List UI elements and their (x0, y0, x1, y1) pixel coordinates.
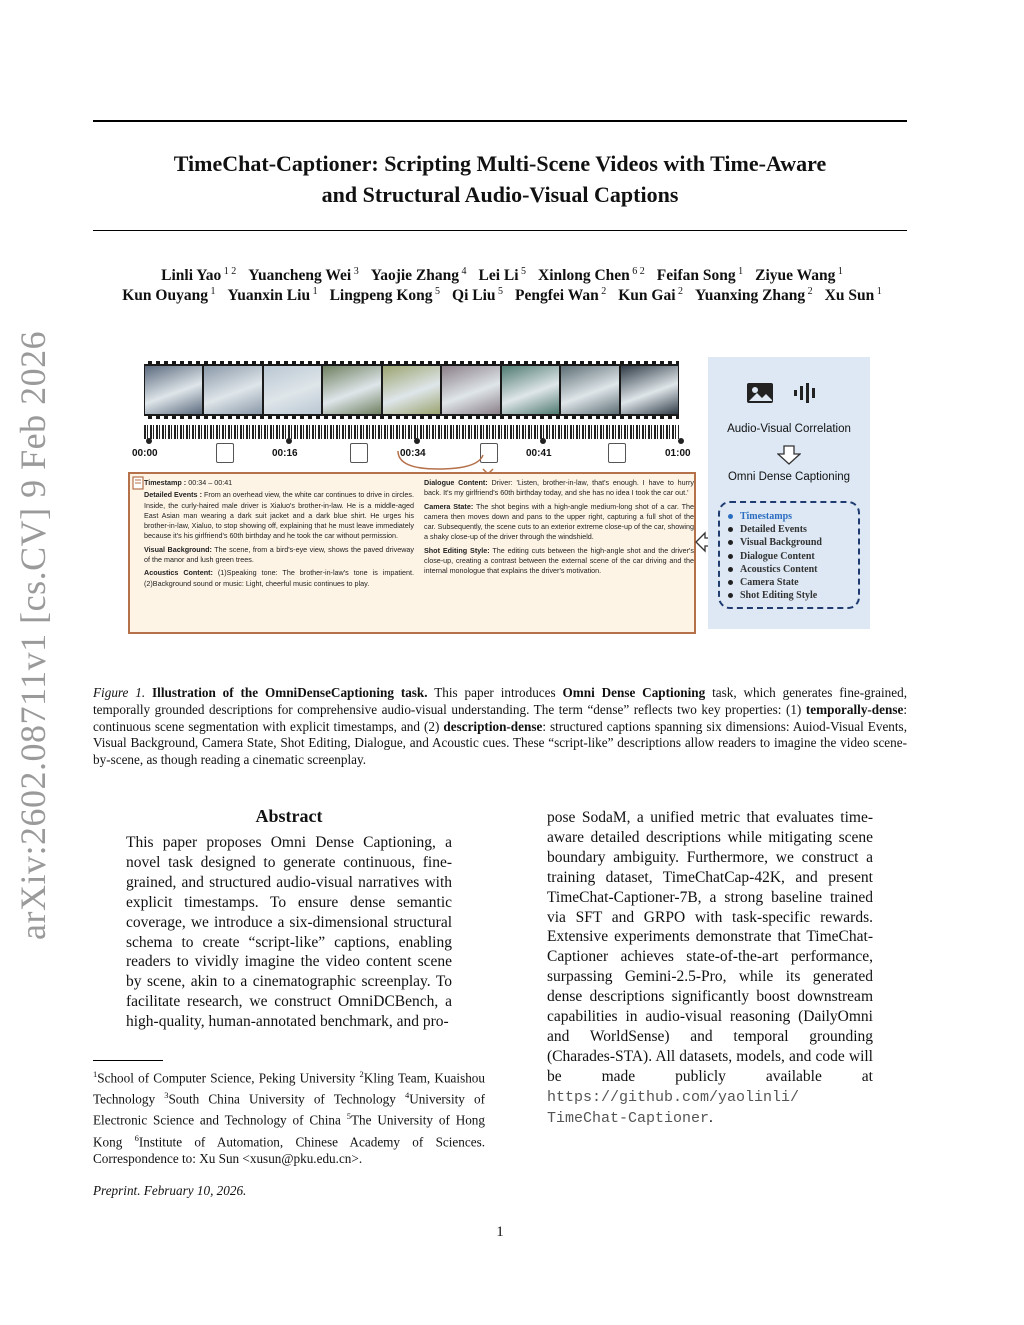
figure-caption (93, 685, 907, 769)
author (657, 267, 743, 284)
author-name: Xinlong Chen (538, 267, 630, 285)
aff-mark-4: 4 (404, 1090, 410, 1101)
author (452, 287, 503, 304)
repo-link[interactable] (547, 1089, 799, 1127)
camera-label: Camera State: (424, 501, 474, 511)
acoustics-label: Acoustics Content: (144, 568, 213, 578)
video-frame (383, 366, 440, 414)
author-name: Xu Sun (824, 287, 875, 305)
dimension-list (718, 501, 860, 609)
dimension-item: Dialogue Content (740, 550, 815, 562)
author (479, 267, 527, 284)
author-name: Yuancheng Wei (248, 267, 352, 285)
dimension-item: Timestamps (740, 511, 793, 522)
editing-text: The editing cuts between the high-angle shot and the driver's close-up, creating a contrast between the external scene of the car driving and the internal monologue that explains the driver's motivation. (424, 545, 695, 576)
timestamp-label: 00:34 (400, 448, 426, 459)
video-frame (204, 366, 261, 414)
author-affiliation: 2 (675, 286, 684, 297)
author-affiliation: 1 (874, 286, 882, 297)
timestamp-label: 00:00 (132, 448, 158, 459)
author-affiliation: 4 (459, 266, 467, 277)
aff-mark-6: 6 (134, 1132, 139, 1143)
authors-row-2 (80, 286, 924, 305)
author (330, 287, 440, 304)
timestamp-label: 00:41 (526, 448, 552, 459)
author-affiliation: 1 2 (221, 266, 237, 277)
editing-label: Shot Editing Style: (424, 545, 490, 555)
author-name: Feifan Song (656, 267, 736, 285)
events-label: Detailed Events : (144, 490, 202, 500)
aff-text-1: School of Computer Science, Peking University (97, 1070, 360, 1086)
camera-text: The shot begins with a high-angle medium-long shot of a car. The camera then moves down and pans to the upper right, capturing a full shot of the car. Subsequently, the scene cuts to an exterior extreme close-up of the car, showing a shaky close-up of the driver through the windshield. (424, 501, 694, 542)
video-frame (561, 366, 618, 414)
author-affiliation: 2 (805, 286, 813, 297)
title-bottom-rule (93, 230, 907, 231)
caption-bold-description: description-dense (443, 718, 543, 734)
video-frame (264, 366, 321, 414)
aff-mark-5: 5 (346, 1111, 351, 1122)
author (695, 287, 813, 304)
caption-text-d: : structured captions spanning six dimensions: Auiod-Visual Events, Visual Background, Camera State, Shot Editing, Dialogue, and Acoustic cues. These “script-like” descriptions allow readers to imagine the video scene-by-scene, as though reading a cinematic screenplay. (93, 718, 907, 768)
video-frame (323, 366, 380, 414)
author-name: Lei Li (478, 267, 519, 285)
editing-field (424, 546, 694, 577)
figure-1 (128, 355, 870, 635)
abstract-left-text: This paper proposes Omni Dense Captioning, a novel task designed to generate continuous, fine-grained, and structured audio-visual narratives with explicit timestamps. To ensure dense semantic coverage, we introduce a six-dimensional structural schema to create “script-like” captions, enabling readers to vividly imagine the video content scene by scene, akin to a cinematographic screenplay. To facilitate research, we construct OmniDCBench, a high-quality, human-annotated benchmark, and pro- (126, 834, 452, 1031)
author-name: Linli Yao (161, 267, 222, 285)
caption-left-column (144, 478, 414, 589)
author (755, 267, 843, 284)
footnote-rule (93, 1060, 163, 1061)
video-frame (502, 366, 559, 414)
author-affiliation: 5 (495, 286, 504, 297)
timestamp-label: Timestamp : (144, 478, 187, 487)
author-affiliation: 5 (518, 266, 527, 277)
dimension-item: Camera State (740, 577, 799, 588)
film-perforation-top (144, 361, 679, 364)
omni-dense-captioning-label: Omni Dense Captioning (727, 471, 851, 483)
timeline-marker (678, 438, 684, 444)
author (161, 267, 236, 284)
aff-text-2: Kling Team, Kuaishou Technology (93, 1070, 485, 1107)
caption-text-c: : continuous scene segmentation with explicit timestamps, and (2) (93, 701, 907, 734)
aff-text-5: The University of Hong Kong (93, 1112, 485, 1149)
author-name: Pengfei Wan (515, 287, 599, 305)
caption-text-a: This paper introduces (427, 685, 563, 700)
repo-link-part-1: https://github.com/yaolinli/ (547, 1088, 800, 1106)
page-number: 1 (496, 1224, 504, 1240)
camera-field (424, 502, 694, 543)
author-name: Ziyue Wang (755, 267, 836, 285)
author-name: Qi Liu (452, 287, 496, 305)
video-frame (145, 366, 202, 414)
task-panel (708, 357, 870, 629)
author-affiliation: 1 (835, 266, 843, 277)
timeline-marker (540, 438, 546, 444)
author-affiliation: 3 (351, 266, 359, 277)
note-icon (216, 443, 234, 463)
author-name: Yaojie Zhang (370, 267, 459, 285)
aff-mark-2: 2 (359, 1069, 364, 1079)
note-icon (608, 443, 626, 463)
author-name: Kun Gai (618, 287, 676, 305)
arxiv-identifier: arXiv:2602.08711v1 [cs.CV] 9 Feb 2026 (13, 330, 53, 940)
background-field (144, 545, 414, 566)
title-line-1: TimeChat-Captioner: Scripting Multi-Scene Videos with Time-Aware (173, 151, 827, 176)
author-affiliation: 6 2 (629, 266, 645, 277)
author-affiliation: 2 (598, 286, 607, 297)
dialogue-field (424, 478, 694, 499)
caption-bold-task: Omni Dense Captioning (562, 685, 706, 700)
author (122, 287, 215, 304)
dimension-item: Detailed Events (740, 524, 807, 536)
film-perforation-bottom (144, 416, 679, 419)
caption-right-column (424, 478, 694, 577)
video-frame (442, 366, 499, 414)
abstract-right-body: pose SodaM, a unified metric that evaluates time-aware detailed descriptions while mitigating scene boundary ambiguity. Furthermore, we construct a training dataset, TimeChatCap-42K, and present TimeChat-Captioner-7B, a strong baseline trained via SFT and GRPO with task-specific rewards. Extensive experiments demonstrate that TimeChat-Captioner achieves state-of-the-art performance, surpassing Gemini-2.5-Pro, while its generated dense descriptions significantly boost downstream capabilities in audio-visual reasoning (DailyOmni and WorldSense) and temporal grounding (Charades-STA). All datasets, models, and code will be made publicly available at (547, 809, 873, 1085)
author (618, 287, 683, 304)
timeline-marker (146, 438, 152, 444)
authors-row-1 (80, 266, 924, 285)
preprint-date: Preprint. February 10, 2026. (93, 1183, 247, 1198)
author (515, 287, 606, 304)
author-affiliation: 1 (207, 286, 216, 297)
author-name: Yuanxing Zhang (695, 287, 806, 305)
background-text: The scene, from a bird's-eye view, shows the paved driveway of the manor and lush green trees. (144, 544, 414, 565)
dimension-item: Acoustics Content (740, 563, 818, 575)
repo-end-period: . (709, 1108, 713, 1126)
aff-mark-3: 3 (164, 1090, 169, 1101)
top-rule (93, 120, 907, 122)
figure-label: Figure 1. (93, 685, 146, 700)
author (825, 287, 882, 304)
author-affiliation: 1 (735, 266, 744, 277)
repo-link-part-2: TimeChat-Captioner (547, 1109, 710, 1127)
timestamp-label: 00:16 (272, 448, 298, 459)
acoustics-text: (1)Speaking tone: The brother-in-law's tone is impatient. (2)Background sound or music: Light, cheerful music continues to play. (144, 568, 414, 588)
abstract-heading: Abstract (255, 806, 323, 826)
author-name: Yuanxin Liu (227, 287, 311, 305)
image-icon (746, 381, 776, 405)
dialogue-text: Driver: 'Listen, brother-in-law, that's enough. I have to hurry back. It's my girlfriend's 60th birthday today, and she has no idea I took the car out.' (424, 478, 694, 498)
note-icon (350, 443, 368, 463)
affiliations-footnote (93, 1066, 485, 1168)
dimension-item: Visual Background (740, 537, 822, 549)
timestamp-label: 01:00 (665, 448, 691, 459)
dimension-item: Shot Editing Style (740, 590, 818, 602)
author (371, 267, 467, 284)
aff-text-4: University of Electronic Science and Technology of China (93, 1091, 485, 1128)
audio-visual-correlation-label: Audio-Visual Correlation (727, 423, 851, 435)
author-name: Kun Ouyang (122, 287, 208, 305)
timeline-marker (286, 438, 292, 444)
timestamp-value: 00:34 – 00:41 (188, 478, 233, 487)
aff-text-3: South China University of Technology (168, 1091, 405, 1107)
author-affiliation: 5 (432, 286, 441, 297)
video-filmstrip (144, 361, 679, 419)
segment-bracket (378, 441, 498, 475)
paper-title (93, 148, 907, 210)
title-line-2: and Structural Audio-Visual Captions (321, 182, 679, 207)
events-text: From an overhead view, the white car continues to drive in circles. Inside, the curly-haired male driver is Xialuo's brother-in-law. He is a middle-aged East Asian man wearing a dark suit jacket and a dark blue shirt. He urges his brother-in-law, Xialuo, to stop showing off, explaining that he must leave immediately because it's his girlfriend's 60th birthday and he took the car without permission. (144, 490, 415, 541)
aff-text-6: Institute of Automation, Chinese Academy of Sciences. Correspondence to: Xu Sun <xusun@pku.edu.cn>. (93, 1133, 485, 1166)
caption-bold-temporal: temporally-dense (805, 701, 904, 717)
figure-caption-title: Illustration of the OmniDenseCaptioning task. (152, 685, 428, 700)
aff-mark-1: 1 (93, 1069, 98, 1079)
author (248, 267, 358, 284)
author-name: Lingpeng Kong (329, 287, 433, 305)
dialogue-label: Dialogue Content: (424, 478, 488, 487)
abstract-right-text (547, 808, 873, 1129)
audio-icon (792, 383, 818, 403)
dense-caption-example (128, 472, 696, 634)
author (538, 267, 645, 284)
video-frame (621, 366, 678, 414)
events-field (144, 490, 414, 541)
acoustics-field (144, 568, 414, 589)
author (227, 287, 317, 304)
background-label: Visual Background: (144, 544, 212, 554)
author-affiliation: 1 (310, 286, 318, 297)
audio-waveform-timeline (144, 425, 679, 439)
timestamp-field (144, 478, 414, 488)
caption-text-b: task, which generates fine-grained, temporally grounded descriptions for comprehensive audio-visual understanding. The term “dense” reflects two key properties: (1) (93, 685, 908, 717)
down-arrow-icon (777, 445, 801, 465)
